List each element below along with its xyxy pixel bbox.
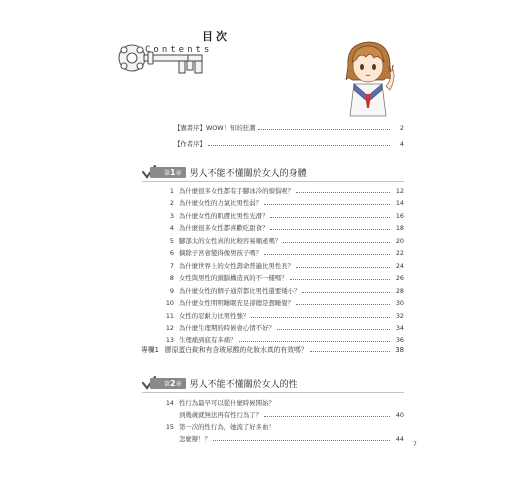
entry-number: 14 bbox=[165, 399, 174, 407]
toc-entry[interactable] bbox=[164, 236, 404, 245]
key-icon bbox=[117, 36, 209, 80]
entry-number: 8 bbox=[169, 274, 174, 283]
entry-text-cont: 怎麼辦！？ bbox=[179, 435, 211, 443]
leader-dots bbox=[264, 416, 390, 417]
leader-dots bbox=[258, 129, 390, 130]
entry-text-cont: 到幾歲就無法再有性行為了？ bbox=[179, 411, 263, 419]
leader-dots bbox=[270, 217, 390, 218]
chapter-badge bbox=[156, 376, 186, 390]
entry-text: 腳部太的女性真的比較容易順產嗎？ bbox=[179, 236, 282, 245]
entry-number: 1 bbox=[169, 187, 174, 195]
page-ref: 24 bbox=[395, 261, 404, 270]
toc-entry[interactable] bbox=[164, 273, 404, 282]
entry-text: 為什麼很多女性都有手腳冰冷的煩惱呢？ bbox=[179, 187, 295, 195]
toc-entry[interactable] bbox=[164, 261, 404, 270]
chapter-rule bbox=[142, 392, 404, 393]
page-ref: 18 bbox=[395, 224, 404, 233]
column-text: 膠原蛋白錠和有含玻尿酸的化妝水真的有效嗎？ bbox=[164, 346, 308, 354]
preface-label: 【囊書序】WOW！知的狂潮 bbox=[174, 124, 256, 132]
page-number: 7 bbox=[413, 441, 417, 448]
chapter-word: 章 bbox=[175, 380, 182, 388]
toc-entry[interactable] bbox=[164, 286, 404, 295]
entry-text: 為什麼女性的個子通常都比男性還要矮小？ bbox=[179, 286, 301, 295]
leader-dots bbox=[296, 267, 390, 268]
entry-number: 10 bbox=[165, 299, 174, 308]
entry-number: 13 bbox=[165, 336, 174, 345]
chapter-prefix: 第 bbox=[164, 380, 171, 388]
leader-dots bbox=[213, 440, 390, 441]
entry-number: 4 bbox=[169, 224, 174, 233]
page-ref: 2 bbox=[399, 124, 404, 132]
page-ref: 26 bbox=[395, 274, 404, 283]
entry-number: 7 bbox=[169, 261, 174, 270]
chapter-prefix: 第 bbox=[164, 169, 171, 177]
toc-entry[interactable] bbox=[164, 186, 404, 195]
entry-number: 15 bbox=[165, 423, 174, 431]
chapter-number: 1 bbox=[170, 167, 176, 177]
girl-illustration bbox=[338, 36, 400, 118]
entry-text: 為什麼生理期的時候會心情不好？ bbox=[179, 323, 275, 332]
chapter-title: 男人不能不懂關於女人的性 bbox=[189, 379, 298, 390]
toc-entry[interactable] bbox=[164, 298, 404, 307]
chapter-1-header[interactable] bbox=[142, 165, 307, 179]
toc-entry[interactable] bbox=[164, 198, 404, 207]
page-ref: 34 bbox=[395, 323, 404, 332]
leader-dots bbox=[264, 254, 390, 255]
entry-number: 5 bbox=[169, 236, 174, 245]
entry-number: 12 bbox=[165, 323, 174, 332]
page-ref: 38 bbox=[395, 346, 404, 354]
leader-dots bbox=[290, 279, 390, 280]
toc-entry[interactable] bbox=[164, 211, 404, 220]
chapter-word: 章 bbox=[175, 169, 182, 177]
entry-text: 為什麼女性的力氣比男性弱？ bbox=[179, 199, 263, 208]
entry-text: 為什麼女性的肌膚比男性光滑？ bbox=[179, 211, 269, 220]
preface-row[interactable] bbox=[174, 139, 404, 148]
page-ref: 20 bbox=[395, 236, 404, 245]
page-ref: 44 bbox=[395, 435, 404, 443]
leader-dots bbox=[251, 317, 390, 318]
entry-text: 為什麼世界上的女性壽命普遍比男性長？ bbox=[179, 261, 295, 270]
toc-entry-cont[interactable] bbox=[179, 434, 404, 443]
entry-number: 6 bbox=[169, 249, 174, 258]
toc-entry-cont[interactable] bbox=[179, 410, 404, 419]
chapter-number: 2 bbox=[170, 378, 176, 388]
entry-number: 9 bbox=[169, 286, 174, 295]
leader-dots bbox=[264, 204, 390, 205]
entry-text: 第一次的性行為，她流了好多血！ bbox=[179, 423, 275, 431]
column-num: 專欄1 bbox=[141, 346, 159, 354]
entry-text: 生理痛到底有多痛？ bbox=[179, 336, 237, 345]
column-row[interactable] bbox=[141, 344, 404, 354]
entry-number: 3 bbox=[169, 211, 174, 220]
chapter-badge bbox=[156, 165, 186, 179]
page-ref: 30 bbox=[395, 299, 404, 308]
preface-label: 【作者序】 bbox=[174, 140, 206, 148]
page-ref: 32 bbox=[395, 311, 404, 320]
entry-number: 11 bbox=[165, 311, 174, 320]
entry-text: 女性的忍耐力比男性強？ bbox=[179, 311, 250, 320]
page-ref: 36 bbox=[395, 336, 404, 345]
leader-dots bbox=[239, 341, 390, 342]
entry-text: 為什麼女性明明睡眠充足卻總是想睡覺？ bbox=[179, 299, 295, 308]
toc-entry[interactable] bbox=[164, 223, 404, 232]
toc-entry[interactable] bbox=[164, 323, 404, 332]
leader-dots bbox=[208, 145, 390, 146]
page-ref: 14 bbox=[395, 199, 404, 208]
toc-entry[interactable] bbox=[164, 248, 404, 257]
leader-dots bbox=[296, 192, 390, 193]
entry-text: 為什麼很多女性都喜歡吃甜食？ bbox=[179, 224, 269, 233]
entry-text: 性行為最早可以從什麼時候開始？ bbox=[179, 399, 275, 407]
leader-dots bbox=[283, 242, 390, 243]
toc-entry[interactable] bbox=[164, 422, 404, 431]
toc-entry[interactable] bbox=[164, 311, 404, 320]
entry-text: 摘除子宮會變得像男孩子嗎？ bbox=[179, 249, 263, 258]
chapter-title: 男人不能不懂關於女人的身體 bbox=[189, 168, 307, 179]
entry-text: 女性與男性的頭腦構造真的不一樣嗎？ bbox=[179, 274, 288, 283]
entry-number: 2 bbox=[169, 199, 174, 208]
page-ref: 40 bbox=[395, 411, 404, 419]
leader-dots bbox=[270, 229, 390, 230]
leader-dots bbox=[277, 329, 390, 330]
chapter-2-header[interactable] bbox=[142, 376, 298, 390]
toc-entry[interactable] bbox=[164, 398, 404, 407]
chapter-rule bbox=[142, 181, 404, 182]
leader-dots bbox=[310, 351, 390, 352]
page-ref: 22 bbox=[395, 249, 404, 258]
page-ref: 4 bbox=[399, 140, 404, 148]
toc-title: 目次 bbox=[202, 30, 230, 43]
page-ref: 28 bbox=[395, 286, 404, 295]
toc-subtitle: Contents bbox=[145, 45, 213, 55]
page-ref: 12 bbox=[395, 187, 404, 195]
leader-dots bbox=[296, 304, 390, 305]
leader-dots bbox=[302, 292, 390, 293]
preface-row[interactable] bbox=[174, 123, 404, 132]
page-ref: 16 bbox=[395, 211, 404, 220]
